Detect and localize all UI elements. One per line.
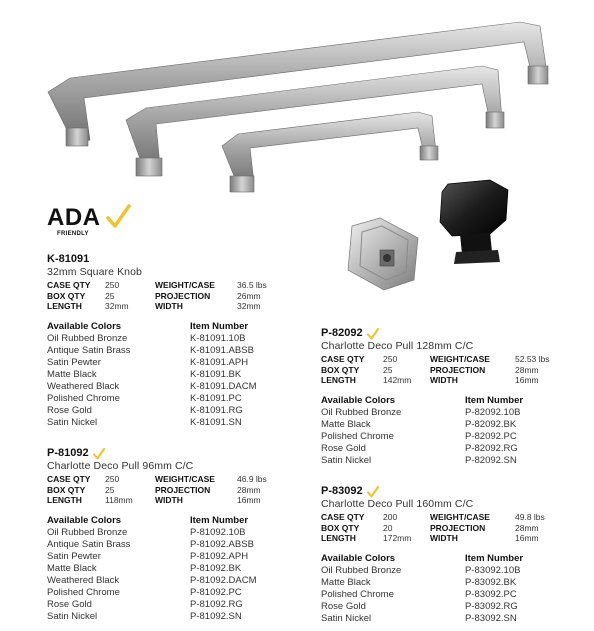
- check-icon: [367, 328, 379, 340]
- item-number: P-81092.RG: [190, 598, 243, 610]
- spec-value: 28mm: [515, 364, 539, 375]
- spec-label: LENGTH: [47, 495, 82, 505]
- sku-text: P-81092: [47, 447, 89, 459]
- spec-value: 36.5 lbs: [237, 280, 267, 290]
- spec-label: WIDTH: [155, 495, 183, 505]
- finish-table: [321, 395, 561, 467]
- spec-label: LENGTH: [321, 375, 356, 385]
- knobs-photo: [340, 178, 550, 298]
- item-number: P-83092.RG: [465, 600, 518, 612]
- check-icon: [105, 204, 131, 230]
- item-number: P-81092.APH: [190, 550, 249, 562]
- spec-label: CASE QTY: [47, 474, 91, 484]
- check-icon: [93, 448, 105, 460]
- spec-label: WIDTH: [430, 533, 458, 543]
- item-number: K-81091.RG: [190, 404, 243, 416]
- finish-name: Rose Gold: [321, 600, 366, 612]
- finish-name: Matte Black: [47, 562, 97, 574]
- item-number: K-81091.BK: [190, 368, 242, 380]
- item-number: P-83092.10B: [465, 564, 521, 576]
- spec-value: 250: [105, 280, 120, 290]
- spec-label: BOX QTY: [321, 522, 360, 533]
- spec-label: WEIGHT/CASE: [155, 474, 215, 484]
- spec-value: 52.53 lbs: [515, 354, 550, 364]
- spec-value: 20: [383, 522, 393, 533]
- finish-name: Rose Gold: [47, 598, 92, 610]
- finish-table: [47, 515, 287, 623]
- items-header: Item Number: [465, 394, 524, 406]
- items-header: Item Number: [465, 552, 524, 564]
- spec-label: WEIGHT/CASE: [430, 512, 490, 522]
- spec-table: [321, 354, 561, 386]
- item-number: P-81092.ABSB: [190, 538, 254, 550]
- item-number: P-83092.SN: [465, 612, 517, 624]
- item-number: P-83092.BK: [465, 576, 517, 588]
- sku-text: P-82092: [321, 327, 363, 339]
- item-number: P-81092.10B: [190, 526, 246, 538]
- finish-name: Antique Satin Brass: [47, 538, 131, 550]
- finish-name: Weathered Black: [47, 380, 120, 392]
- finish-name: Polished Chrome: [47, 586, 120, 598]
- product-description: Charlotte Deco Pull 128mm C/C: [321, 340, 474, 352]
- spec-value: 25: [105, 484, 115, 495]
- item-number: P-82092.10B: [465, 406, 521, 418]
- spec-value: 118mm: [105, 495, 133, 505]
- spec-label: PROJECTION: [430, 522, 486, 533]
- product-sku: [321, 327, 561, 340]
- spec-label: PROJECTION: [155, 484, 211, 495]
- item-number: K-81091.APH: [190, 356, 249, 368]
- spec-label: LENGTH: [47, 301, 82, 311]
- product-p-81092: [47, 447, 287, 623]
- finish-name: Rose Gold: [47, 404, 92, 416]
- spec-label: BOX QTY: [47, 290, 86, 301]
- spec-label: CASE QTY: [321, 354, 365, 364]
- spec-value: 200: [383, 512, 398, 522]
- spec-table: [47, 280, 287, 312]
- spec-value: 49.8 lbs: [515, 512, 545, 522]
- item-number: K-81091.SN: [190, 416, 242, 428]
- spec-label: BOX QTY: [47, 484, 86, 495]
- spec-value: 32mm: [237, 301, 261, 311]
- finish-name: Satin Nickel: [47, 610, 98, 622]
- finish-name: Satin Nickel: [321, 612, 372, 624]
- colors-header: Available Colors: [321, 552, 396, 564]
- items-header: Item Number: [190, 320, 249, 332]
- ada-word: ADA: [47, 204, 101, 231]
- spec-value: 28mm: [237, 484, 261, 495]
- finish-table: [47, 321, 287, 429]
- spec-label: WIDTH: [155, 301, 183, 311]
- finish-name: Polished Chrome: [321, 430, 394, 442]
- product-sku: [47, 447, 287, 460]
- item-number: P-81092.SN: [190, 610, 242, 622]
- item-number: P-83092.PC: [465, 588, 517, 600]
- spec-value: 16mm: [237, 495, 261, 505]
- finish-name: Weathered Black: [47, 574, 120, 586]
- item-number: P-82092.SN: [465, 454, 517, 466]
- spec-value: 25: [383, 364, 393, 375]
- finish-table: [321, 553, 561, 625]
- colors-header: Available Colors: [47, 514, 122, 526]
- ada-subtitle: FRIENDLY: [57, 231, 89, 237]
- pulls-photo: [0, 0, 594, 200]
- spec-value: 16mm: [515, 375, 539, 385]
- item-number: P-81092.BK: [190, 562, 242, 574]
- spec-value: 250: [105, 474, 120, 484]
- spec-label: WEIGHT/CASE: [430, 354, 490, 364]
- finish-name: Satin Pewter: [47, 356, 101, 368]
- item-number: P-82092.RG: [465, 442, 518, 454]
- product-description: Charlotte Deco Pull 160mm C/C: [321, 498, 474, 510]
- item-number: P-81092.DACM: [190, 574, 257, 586]
- finish-name: Matte Black: [47, 368, 97, 380]
- finish-name: Rose Gold: [321, 442, 366, 454]
- item-number: P-82092.PC: [465, 430, 517, 442]
- product-description: 32mm Square Knob: [47, 266, 142, 278]
- item-number: P-82092.BK: [465, 418, 517, 430]
- spec-label: CASE QTY: [47, 280, 91, 290]
- finish-name: Satin Pewter: [47, 550, 101, 562]
- spec-value: 46.9 lbs: [237, 474, 267, 484]
- spec-label: PROJECTION: [155, 290, 211, 301]
- spec-value: 28mm: [515, 522, 539, 533]
- spec-value: 26mm: [237, 290, 261, 301]
- knob-black: [440, 180, 508, 264]
- product-sku: [47, 253, 287, 266]
- colors-header: Available Colors: [321, 394, 396, 406]
- spec-value: 142mm: [383, 375, 412, 385]
- finish-name: Polished Chrome: [321, 588, 394, 600]
- spec-label: PROJECTION: [430, 364, 486, 375]
- check-icon: [367, 486, 379, 498]
- item-number: K-81091.ABSB: [190, 344, 254, 356]
- sku-text: P-83092: [321, 485, 363, 497]
- item-number: K-81091.10B: [190, 332, 246, 344]
- finish-name: Oil Rubbed Bronze: [321, 564, 402, 576]
- finish-name: Oil Rubbed Bronze: [47, 332, 128, 344]
- finish-name: Oil Rubbed Bronze: [47, 526, 128, 538]
- ada-logo: [47, 206, 101, 237]
- spec-label: LENGTH: [321, 533, 356, 543]
- items-header: Item Number: [190, 514, 249, 526]
- finish-name: Matte Black: [321, 418, 371, 430]
- spec-value: 172mm: [383, 533, 412, 543]
- product-description: Charlotte Deco Pull 96mm C/C: [47, 460, 194, 472]
- spec-value: 25: [105, 290, 115, 301]
- finish-name: Satin Nickel: [321, 454, 372, 466]
- knob-satin: [348, 218, 418, 290]
- item-number: P-81092.PC: [190, 586, 242, 598]
- spec-label: WIDTH: [430, 375, 458, 385]
- spec-label: WEIGHT/CASE: [155, 280, 215, 290]
- product-p-82092: [321, 327, 561, 467]
- product-sku: [321, 485, 561, 498]
- spec-value: 250: [383, 354, 398, 364]
- sku-text: K-81091: [47, 253, 90, 265]
- finish-name: Matte Black: [321, 576, 371, 588]
- spec-label: CASE QTY: [321, 512, 365, 522]
- finish-name: Antique Satin Brass: [47, 344, 131, 356]
- spec-value: 32mm: [105, 301, 129, 311]
- item-number: K-81091.PC: [190, 392, 242, 404]
- spec-label: BOX QTY: [321, 364, 360, 375]
- spec-value: 16mm: [515, 533, 539, 543]
- finish-name: Satin Nickel: [47, 416, 98, 428]
- spec-table: [321, 512, 561, 544]
- spec-table: [47, 474, 287, 506]
- item-number: K-81091.DACM: [190, 380, 257, 392]
- colors-header: Available Colors: [47, 320, 122, 332]
- product-p-83092: [321, 485, 561, 625]
- finish-name: Polished Chrome: [47, 392, 120, 404]
- product-k-81091: [47, 253, 287, 429]
- finish-name: Oil Rubbed Bronze: [321, 406, 402, 418]
